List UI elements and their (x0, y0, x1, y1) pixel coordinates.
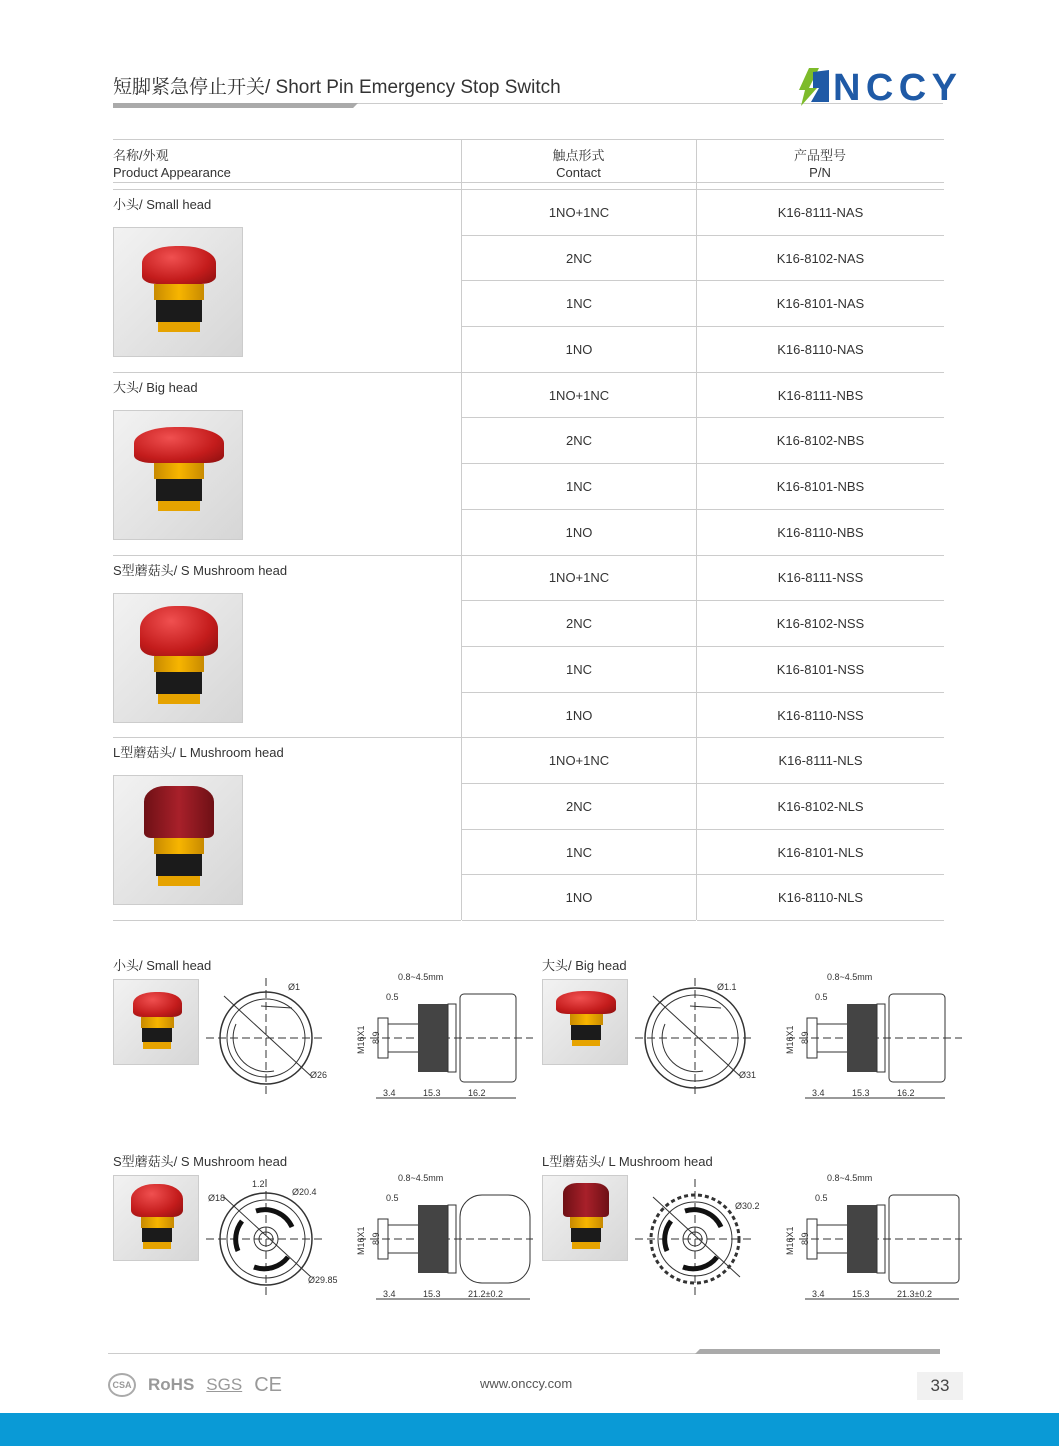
front-dimension: Ø20.4 (292, 1187, 317, 1197)
side-dimension-d2: 15.3 (852, 1088, 870, 1098)
front-view (635, 1179, 760, 1299)
side-dimension-thread: M16X1 (356, 1025, 366, 1054)
rohs-logo: RoHS (148, 1375, 195, 1394)
switch-collar (154, 284, 204, 300)
header-cn: 名称/外观 (113, 148, 169, 163)
side-dimension-d3: 21.3±0.2 (897, 1289, 932, 1299)
page-title: 短脚紧急停止开关/ Short Pin Emergency Stop Switch (113, 77, 561, 98)
side-dimension-panel: 0.8~4.5mm (398, 1173, 444, 1183)
dimension-drawing (542, 955, 962, 1120)
drawing-label: 小头/ Small head (113, 958, 212, 973)
header-en: Contact (556, 165, 601, 180)
switch-cap (142, 246, 216, 284)
csa-logo: CSA (108, 1373, 136, 1397)
drawing-label: L型蘑菇头/ L Mushroom head (542, 1154, 713, 1169)
side-view (356, 972, 533, 1098)
switch-body (156, 672, 202, 694)
pn-cell: K16-8102-NBS (697, 419, 944, 465)
footer-accent-bar (695, 1349, 940, 1354)
side-view (785, 972, 962, 1098)
dimension-drawing (113, 1151, 533, 1316)
side-view (356, 1173, 533, 1299)
front-dimension: Ø26 (310, 1070, 328, 1080)
switch-collar (154, 463, 204, 479)
switch-collar (154, 838, 204, 854)
header-en: P/N (809, 165, 831, 180)
side-dimension-pitch: 8.9 (800, 1031, 810, 1044)
side-dimension-d3: 16.2 (468, 1088, 486, 1098)
bottom-band (0, 1413, 1059, 1446)
group-rule (113, 372, 461, 373)
contact-cell: 1NO+1NC (462, 556, 696, 602)
side-dimension-thread: M16X1 (785, 1226, 795, 1255)
certification-logos (108, 1373, 282, 1397)
side-dimension-panel: 0.8~4.5mm (827, 1173, 873, 1183)
switch-body (156, 300, 202, 322)
side-dimension-pin: 0.5 (815, 992, 828, 1002)
side-dimension-d1: 3.4 (383, 1088, 396, 1098)
pn-cell: K16-8101-NAS (697, 281, 944, 327)
switch-terminals (158, 694, 200, 704)
pn-cell: K16-8110-NLS (697, 876, 944, 922)
pn-cell: K16-8110-NBS (697, 510, 944, 556)
pn-cell: K16-8102-NSS (697, 601, 944, 647)
switch-body (156, 854, 202, 876)
contact-cell: 1NC (462, 830, 696, 876)
contact-cell: 2NC (462, 784, 696, 830)
switch-cap (134, 427, 224, 463)
contact-cell: 1NO (462, 327, 696, 373)
pn-cell: K16-8110-NSS (697, 693, 944, 739)
product-photo (113, 775, 243, 905)
page-number: 33 (917, 1372, 963, 1400)
switch-body (156, 479, 202, 501)
website-link[interactable]: www.onccy.com (480, 1376, 573, 1391)
contact-cell: 1NO+1NC (462, 373, 696, 419)
sgs-logo: SGS (206, 1375, 243, 1394)
front-dimension: Ø29.85 (308, 1275, 338, 1285)
side-dimension-d1: 3.4 (812, 1289, 825, 1299)
pn-cell: K16-8101-NSS (697, 647, 944, 693)
header-en: Product Appearance (113, 165, 231, 180)
side-dimension-panel: 0.8~4.5mm (398, 972, 444, 982)
front-dimension: Ø1.1 (717, 982, 737, 992)
product-photo (113, 227, 243, 357)
front-view (206, 1179, 338, 1299)
contact-cell: 1NC (462, 464, 696, 510)
contact-cell: 2NC (462, 601, 696, 647)
side-dimension-panel: 0.8~4.5mm (827, 972, 873, 982)
pn-cell: K16-8111-NSS (697, 556, 944, 602)
contact-cell: 1NO (462, 693, 696, 739)
contact-cell: 2NC (462, 419, 696, 465)
pn-cell: K16-8111-NLS (697, 738, 944, 784)
group-label: S型蘑菇头/ S Mushroom head (113, 562, 288, 578)
contact-cell: 2NC (462, 236, 696, 282)
table-header-2 (696, 139, 944, 183)
side-dimension-d2: 15.3 (423, 1088, 441, 1098)
side-dimension-pitch: 8.9 (371, 1031, 381, 1044)
group-rule (113, 555, 461, 556)
contact-cell: 1NO+1NC (462, 738, 696, 784)
switch-cap (140, 606, 218, 656)
product-photo (113, 593, 243, 723)
pn-cell: K16-8101-NLS (697, 830, 944, 876)
pn-cell: K16-8102-NLS (697, 784, 944, 830)
contact-cell: 1NC (462, 647, 696, 693)
dimension-drawing (113, 955, 533, 1120)
dimension-drawing (542, 1151, 962, 1316)
header-cn: 产品型号 (793, 148, 846, 163)
table-header-0 (113, 139, 461, 183)
pn-cell: K16-8110-NAS (697, 327, 944, 373)
switch-cap (144, 786, 214, 838)
side-dimension-pitch: 8.9 (371, 1232, 381, 1245)
side-dimension-thread: M16X1 (785, 1025, 795, 1054)
side-dimension-d2: 15.3 (423, 1289, 441, 1299)
contact-cell: 1NO (462, 876, 696, 922)
side-dimension-d1: 3.4 (383, 1289, 396, 1299)
svg-text:NCCY: NCCY (833, 67, 957, 108)
contact-cell: 1NC (462, 281, 696, 327)
ce-logo: CE (254, 1373, 282, 1396)
table-header-1 (461, 139, 696, 183)
group-label: 大头/ Big head (113, 379, 198, 395)
side-dimension-pin: 0.5 (815, 1193, 828, 1203)
group-rule (113, 737, 461, 738)
onccy-logo (795, 62, 960, 108)
side-dimension-thread: M16X1 (356, 1226, 366, 1255)
drawing-label: 大头/ Big head (542, 958, 627, 973)
switch-collar (154, 656, 204, 672)
front-dimension: Ø1 (288, 982, 301, 992)
group-label: 小头/ Small head (113, 197, 212, 212)
switch-terminals (158, 501, 200, 511)
contact-cell: 1NO+1NC (462, 190, 696, 236)
front-view (206, 978, 327, 1098)
side-dimension-pin: 0.5 (386, 992, 399, 1002)
title-accent-bar (113, 103, 358, 108)
side-dimension-d3: 21.2±0.2 (468, 1289, 503, 1299)
group-rule (113, 920, 461, 921)
side-view (785, 1173, 962, 1299)
drawing-label: S型蘑菇头/ S Mushroom head (113, 1154, 288, 1169)
pn-cell: K16-8102-NAS (697, 236, 944, 282)
front-dimension: Ø31 (739, 1070, 757, 1080)
contact-cell: 1NO (462, 510, 696, 556)
side-dimension-d2: 15.3 (852, 1289, 870, 1299)
front-dimension: 1.2 (252, 1179, 265, 1189)
pn-cell: K16-8111-NBS (697, 373, 944, 419)
switch-terminals (158, 876, 200, 886)
side-dimension-d3: 16.2 (897, 1088, 915, 1098)
pn-cell: K16-8101-NBS (697, 464, 944, 510)
header-cn: 触点形式 (552, 148, 605, 163)
switch-terminals (158, 322, 200, 332)
side-dimension-d1: 3.4 (812, 1088, 825, 1098)
pn-cell: K16-8111-NAS (697, 190, 944, 236)
front-view (635, 978, 756, 1098)
front-dimension: Ø18 (208, 1193, 226, 1203)
side-dimension-pin: 0.5 (386, 1193, 399, 1203)
front-dimension: Ø30.2 (735, 1201, 760, 1211)
side-dimension-pitch: 8.9 (800, 1232, 810, 1245)
product-photo (113, 410, 243, 540)
group-label: L型蘑菇头/ L Mushroom head (113, 745, 284, 761)
